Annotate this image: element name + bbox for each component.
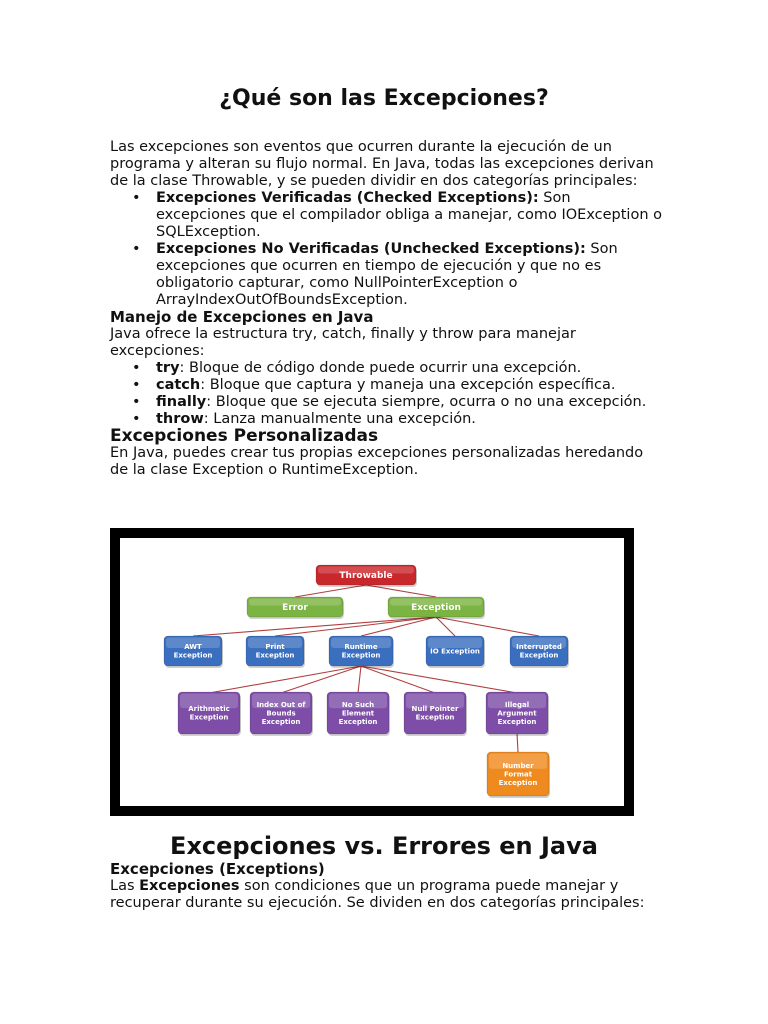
hierarchy-diagram [120, 538, 624, 806]
node-label: Exception [411, 603, 461, 614]
text-bold: Excepciones [139, 878, 240, 894]
node-level4 [404, 692, 467, 736]
category-term: Excepciones No Verificadas (Unchecked Exceptions): [156, 241, 586, 257]
node-label: Element [341, 709, 375, 718]
node-label: No Such [341, 700, 375, 709]
node-label: Bounds [266, 709, 296, 718]
section2-body [110, 861, 662, 912]
node-label: Exception [173, 651, 213, 660]
node-error [247, 597, 344, 619]
node-label: Number [502, 761, 534, 770]
node-label: Index Out of [256, 700, 306, 709]
handling-list [110, 360, 662, 428]
node-label: Exception [415, 713, 455, 722]
list-item [110, 394, 662, 411]
node-level4 [178, 692, 241, 736]
exception-hierarchy-figure [110, 528, 634, 816]
node-label: Exception [261, 717, 301, 726]
node-label: Interrupted [516, 643, 562, 652]
node-level4 [327, 692, 390, 736]
keyword: throw [156, 411, 204, 427]
node-label: Exception [338, 717, 378, 726]
node-label: Error [282, 603, 308, 614]
figure-canvas [120, 538, 624, 806]
keyword-desc: : Bloque que se ejecuta siempre, ocurra o no una excepción. [206, 394, 647, 410]
custom-paragraph: En Java, puedes crear tus propias excepciones personalizadas heredando de la clase Exception o RuntimeException. [110, 445, 644, 478]
section-heading: Excepciones vs. Errores en Java [170, 832, 598, 860]
node-level3 [164, 636, 223, 668]
category-term: Excepciones Verificadas (Checked Exceptions): [156, 190, 539, 206]
list-item [110, 360, 662, 377]
text-start: Las [110, 878, 140, 894]
list-item [110, 190, 662, 241]
category-text: Son excepciones que el compilador obliga a manejar, como IOException o SQLException. [156, 190, 662, 240]
category-text: Son excepciones que ocurren en tiempo de ejecución y que no es obligatorio capturar, como NullPointerException o ArrayIndexOutOfBoundsException. [156, 241, 618, 308]
keyword: try [156, 360, 180, 376]
node-level3 [329, 636, 394, 668]
node-level4 [250, 692, 313, 736]
node-label: Format [503, 770, 533, 779]
node-label: Exception [497, 717, 537, 726]
node-label: Exception [255, 651, 295, 660]
section-subheading: Excepciones (Exceptions) [110, 860, 325, 878]
categories-list [110, 190, 662, 309]
node-label: Runtime [344, 643, 378, 652]
keyword-desc: : Bloque que captura y maneja una excepción específica. [200, 377, 616, 393]
node-throwable [316, 565, 417, 587]
intro-paragraph: Las excepciones son eventos que ocurren durante la ejecución de un programa y alteran su flujo normal. En Java, todas las excepciones derivan de la clase Throwable, y se pueden dividir en dos categorías principales: [110, 139, 654, 189]
node-label: Throwable [339, 571, 393, 582]
node-label: Illegal [504, 700, 530, 709]
keyword-desc: : Bloque de código donde puede ocurrir una excepción. [179, 360, 582, 376]
intro-section [110, 139, 662, 479]
node-level3 [510, 636, 569, 668]
list-item [110, 377, 662, 394]
node-exception [388, 597, 485, 619]
node-label: Exception [498, 778, 538, 787]
handling-intro: Java ofrece la estructura try, catch, finally y throw para manejar excepciones: [110, 326, 576, 359]
keyword: finally [156, 394, 207, 410]
list-item [110, 241, 662, 309]
node-level4 [486, 692, 549, 736]
node-label: Exception [189, 713, 229, 722]
node-label: Argument [497, 709, 537, 718]
node-number-format [487, 752, 550, 798]
keyword: catch [156, 377, 201, 393]
page-title: ¿Qué son las Excepciones? [219, 86, 549, 111]
node-label: IO Exception [430, 647, 480, 656]
node-label: Print [265, 643, 285, 652]
node-label: Arithmetic [188, 705, 230, 714]
section-paragraph [110, 878, 662, 912]
node-level3 [426, 636, 485, 668]
handling-heading: Manejo de Excepciones en Java [110, 308, 374, 326]
node-label: AWT [184, 643, 202, 652]
node-level3 [246, 636, 305, 668]
custom-heading: Excepciones Personalizadas [110, 426, 379, 446]
list-item [110, 411, 662, 428]
keyword-desc: : Lanza manualmente una excepción. [203, 411, 476, 427]
node-label: Exception [519, 651, 559, 660]
node-label: Exception [341, 651, 381, 660]
text-end: son condiciones que un programa puede manejar y recuperar durante su ejecución. Se dividen en dos categorías principales: [110, 878, 645, 911]
node-label: Null Pointer [411, 705, 459, 714]
